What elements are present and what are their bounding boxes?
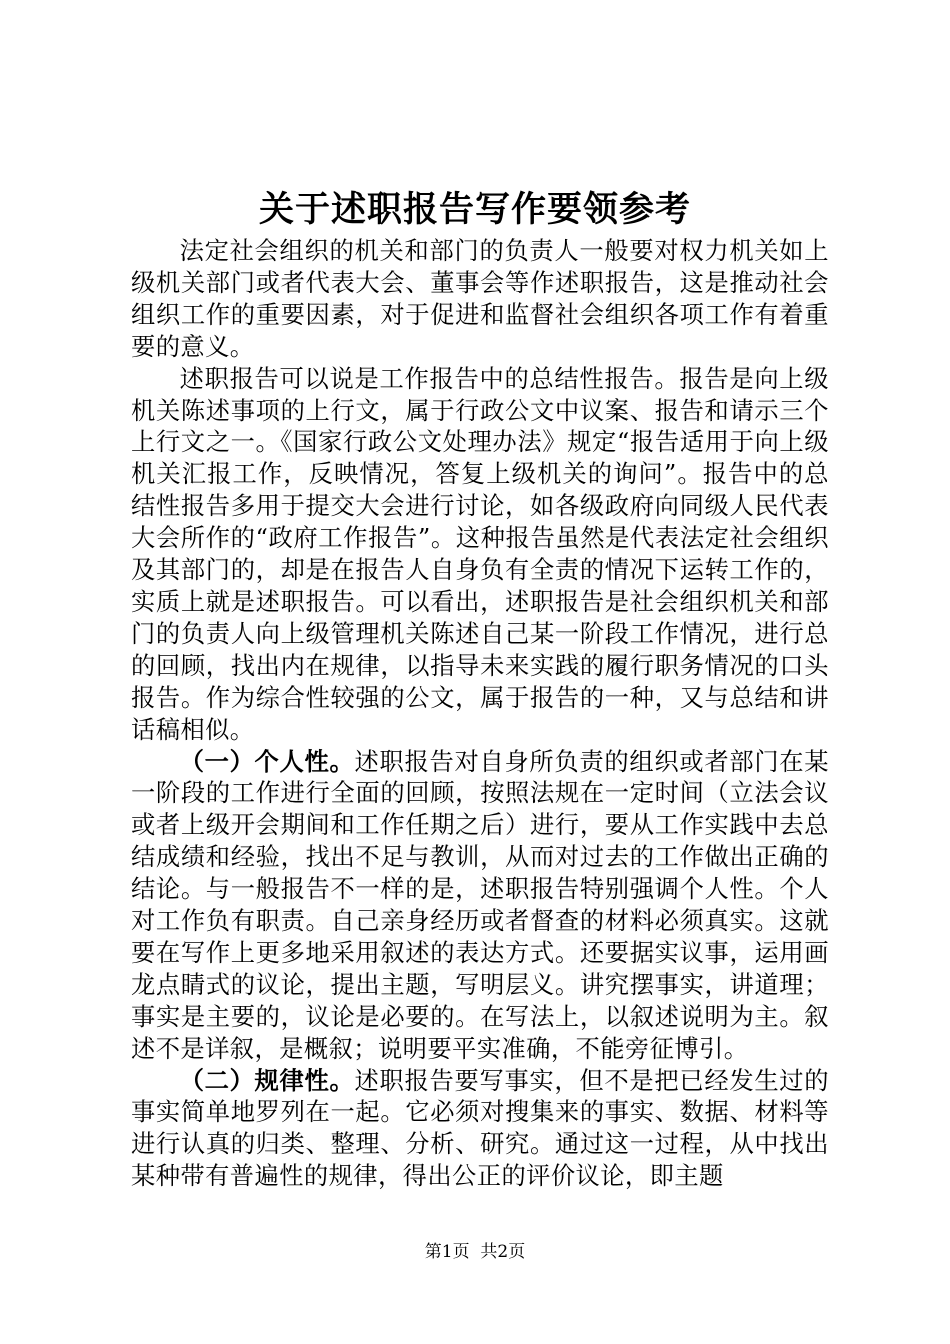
paragraph-text: 述职报告要写事实，但不是把已经发生过的事实简单地罗列在一起。它必须对搜集来的事实、数据、材料等进行认真的归类、整理、分析、研究。通过这一过程，从中找出某种带有普遍性的规律，得出公正的评价议论，即主题 — [131, 1065, 829, 1191]
paragraph-section-2 — [131, 1065, 829, 1193]
paragraph-text: 述职报告可以说是工作报告中的总结性报告。报告是向上级机关陈述事项的上行文，属于行政公文中议案、报告和请示三个上行文之一。《国家行政公文处理办法》规定“报告适用于向上级机关汇报工作，反映情况，答复上级机关的询问”。报告中的总结性报告多用于提交大会进行讨论，如各级政府向同级人民代表大会所作的“政府工作报告”。这种报告虽然是代表法定社会组织及其部门的，却是在报告人自身负有全责的情况下运转工作的，实质上就是述职报告。可以看出，述职报告是社会组织机关和部门的负责人向上级管理机关陈述自己某一阶段工作情况，进行总的回顾，找出内在规律，以指导未来实践的履行职务情况的口头报告。作为综合性较强的公文，属于报告的一种，又与总结和讲话稿相似。 — [131, 363, 829, 744]
page-footer — [0, 1240, 950, 1264]
paragraph-definition — [131, 363, 829, 746]
document-title: 关于述职报告写作要领参考 — [258, 189, 691, 230]
section-heading: （一）个人性。 — [179, 746, 355, 776]
document-body — [131, 235, 829, 1192]
paragraph-text: 法定社会组织的机关和部门的负责人一般要对权力机关如上级机关部门或者代表大会、董事会等作述职报告，这是推动社会组织工作的重要因素，对于促进和监督社会组织各项工作有着重要的意义。 — [131, 236, 829, 361]
paragraph-section-1 — [131, 746, 829, 1065]
paragraph-text: 述职报告对自身所负责的组织或者部门在某一阶段的工作进行全面的回顾，按照法规在一定时间（立法会议或者上级开会期间和工作任期之后）进行，要从工作实践中去总结成绩和经验，找出不足与教训，从而对过去的工作做出正确的结论。与一般报告不一样的是，述职报告特别强调个人性。个人对工作负有职责。自己亲身经历或者督查的材料必须真实。这就要在写作上更多地采用叙述的表达方式。还要据实议事，运用画龙点睛式的议论，提出主题，写明层义。讲究摆事实，讲道理；事实是主要的，议论是必要的。在写法上，以叙述说明为主。叙述不是详叙，是概叙；说明要平实准确，不能旁征博引。 — [131, 746, 829, 1063]
page-number: 第1页 共2页 — [424, 1242, 526, 1262]
section-heading: （二）规律性。 — [179, 1065, 355, 1095]
paragraph-intro — [131, 235, 829, 363]
